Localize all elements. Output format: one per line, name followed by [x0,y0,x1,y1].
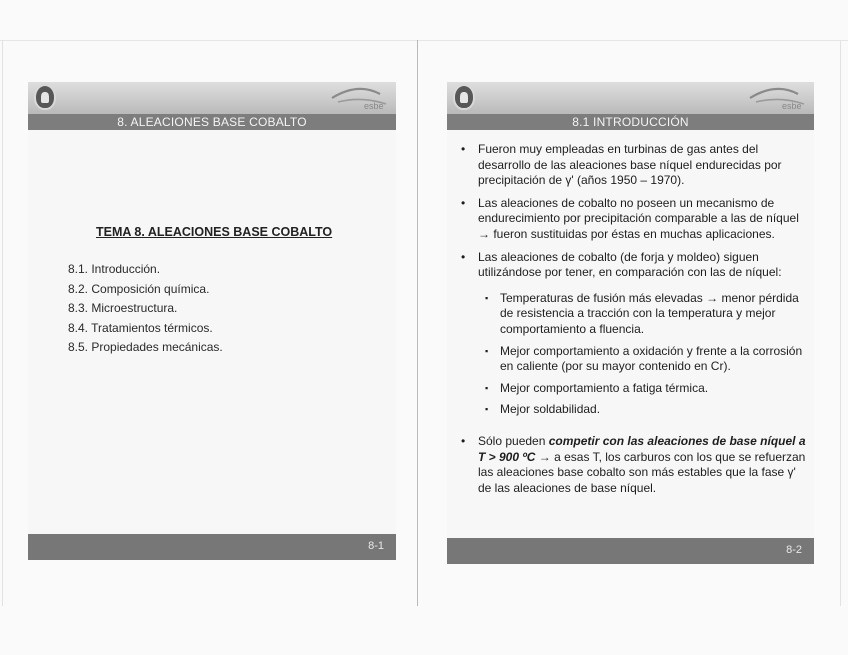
esbe-logo-icon [746,84,808,112]
university-crest-icon [34,84,56,110]
esbe-logo-icon [328,84,390,112]
sheet-top-edge [0,40,848,41]
slide-header [447,82,814,114]
page-divider [417,40,418,606]
sub-bullet-item: ▪ Mejor soldabilidad. [461,402,807,418]
university-crest-icon [453,84,475,110]
bullet-item: • Fueron muy empleadas en turbinas de gas antes del desarrollo de las aleaciones base níquel endurecidas por precipitación de γ' (años 1950 – 1970). [461,142,807,189]
page-number: 8-1 [368,540,384,552]
sub-bullet-list [461,291,807,418]
topic-title: TEMA 8. ALEACIONES BASE COBALTO [96,225,333,239]
slide-footer [447,538,814,564]
svg-text:esbe: esbe [364,101,384,111]
bullet-emphasis: competir con las aleaciones de base níquel a T > 900 ºC [478,433,806,464]
bullet-item: • Las aleaciones de cobalto (de forja y moldeo) siguen utilizándose por tener, en comparación con las de níquel: [461,250,807,281]
bullet-item: • Las aleaciones de cobalto no poseen un mecanismo de endurecimiento por precipitación comparable a las de níquel → fueron sustituidas por éstas en muchas aplicaciones. [461,196,807,243]
sheet-left-edge [2,40,3,606]
slide-header [28,82,396,114]
slide-8-2 [447,82,814,564]
toc-item: 8.2. Composición química. [68,281,210,296]
sub-bullet-item: ▪ Mejor comportamiento a oxidación y frente a la corrosión en caliente (por su mayor contenido en Cr). [461,344,807,375]
table-of-contents [68,260,223,358]
toc-item: 8.1. Introducción. [68,262,161,276]
slide-title-bar: 8.1 INTRODUCCIÓN [447,114,814,130]
toc-item: 8.3. Microestructura. [68,301,178,315]
slide-footer [28,534,396,560]
sub-bullet-item: ▪ Mejor comportamiento a fatiga térmica. [461,381,807,397]
toc-item: 8.5. Propiedades mecánicas. [68,340,223,354]
sub-bullet-item: ▪ Temperaturas de fusión más elevadas → menor pérdida de resistencia a tracción con la temperatura y mejor comportamiento a fluencia. [461,291,807,338]
bullet-suffix: → a esas T, los carburos con los que se refuerzan las aleaciones base cobalto son más estables que la fase γ' de las aleaciones de base níquel. [478,449,806,495]
toc-item: 8.4. Tratamientos térmicos. [68,320,213,335]
sheet-right-edge [840,40,841,606]
slide-8-1 [28,82,396,560]
slide-body [461,142,807,503]
slide-title-bar: 8. ALEACIONES BASE COBALTO [28,114,396,130]
svg-text:esbe: esbe [782,101,802,111]
page-number: 8-2 [786,544,802,556]
bullet-prefix: Sólo pueden [478,433,549,448]
bullet-item-emphasis [461,434,807,496]
